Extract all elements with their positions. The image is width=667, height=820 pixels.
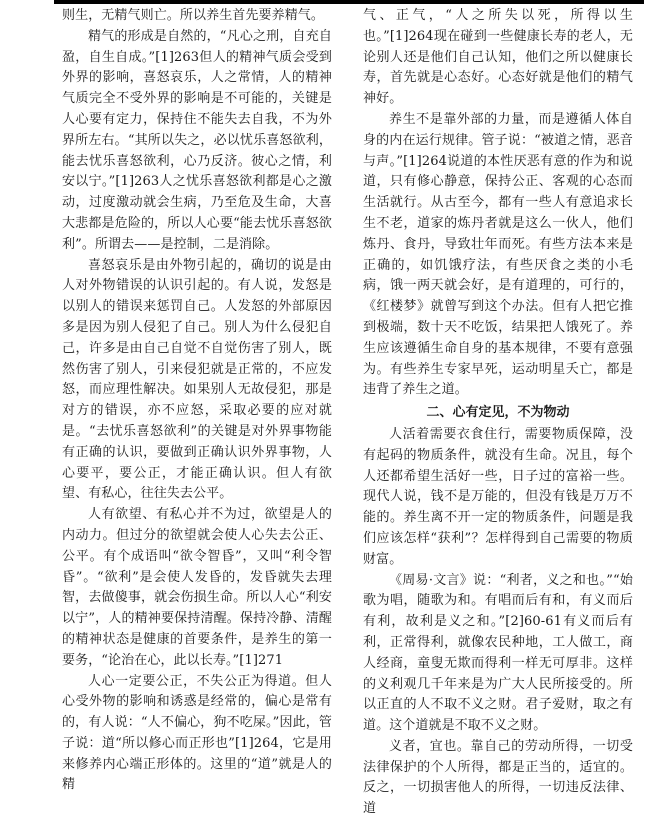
paragraph: 则生，无精气则亡。所以养生首先要养精气。 — [62, 8, 325, 23]
paragraph: 人活着需要衣食住行，需要物质保障，没有起码的物质条件，就没有生命。况且，每个人还都希望生活好一些，日子过的富裕一些。现代人说，钱不是万能的，但没有钱是万万不能的。养生离不开一定的物质条件，问题是我们应该怎样“获利”？怎样得到自己需要的物质财富。 — [363, 426, 633, 567]
paragraph: 气、正气，“人之所失以死，所得以生也。”[1]264现在碰到一些健康长寿的老人，无论别人还是他们自己认知，他们之所以健康长寿，首先就是心态好。心态好就是他们的精气神好。 — [363, 8, 633, 107]
top-rule — [54, 0, 644, 4]
right-column — [363, 6, 633, 820]
paragraph: 义者，宜也。靠自己的劳动所得，一切受法律保护的个人所得，都是正当的，适宜的。反之，一切损害他人的所得，一切违反法律、道 — [363, 738, 633, 817]
left-column — [62, 6, 332, 796]
paragraph: 喜怒哀乐是由外物引起的，确切的说是由人对外物错误的认识引起的。有人说，发怒是以别人的错误来惩罚自己。人发怒的外部原因多是因为别人侵犯了自己。别人为什么侵犯自己，许多是由自己自觉不自觉伤害了别人，既然伤害了别人，引来侵犯就是正常的，不应发怒，而应理性解决。如果别人无故侵犯，那是对方的错误，亦不应怒，采取必要的应对就是。“去忧乐喜怒欲利”的关键是对外界事物能有正确的认识，要做到正确认识外界事物，人心要平，要公正，才能正确认识。但人有欲望、有私心，往往失去公平。 — [62, 257, 332, 502]
paragraph: 《周易·文言》说：“利者，义之和也。”“始歌为唱，随歌为和。有唱而后有和，有义而后有利，故利是义之和。”[2]60-61有义而后有利，正常得利，就像农民种地，工人做工，商人经商，童叟无欺而得利一样无可厚非。这样的义利观几千年来是为广大人民所接受的。所以正直的人不取不义之财。君子爱财，取之有道。这个道就是不取不义之财。 — [363, 572, 633, 734]
section-heading: 二、心有定见，不为物动 — [426, 405, 570, 421]
paragraph: 精气的形成是自然的，“凡心之刑，自充自盈，自生自成。”[1]263但人的精神气质会受到外界的影响，喜怒哀乐，人之常情，人的精神气质完全不受外界的影响是不可能的，关键是人心要有定力，保持住不能失去自我，不为外界所左右。“其所以失之，必以忧乐喜怒欲利，能去忧乐喜怒欲利，心乃反济。彼心之情，利安以宁。”[1]263人之忧乐喜怒欲利都是心之激动，过度激动就会生病，乃至危及生命，大喜大悲都是危险的，所以人心要“能去忧乐喜怒欲利”。所谓去——是控制，二是消除。 — [62, 28, 332, 252]
paragraph: 人有欲望、有私心并不为过，欲望是人的内动力。但过分的欲望就会使人心失去公正、公平。有个成语叫“欲令智昏”，又叫“利令智昏”。“欲利”是会使人发昏的，发昏就失去理智，去做傻事，就会伤损生命。所以人心“利安以宁”，人的精神要保持清醒。保持冷静、清醒的精神状态是健康的首要条件，是养生的第一要务，“论治在心，此以长寿。”[1]271 — [62, 507, 332, 668]
paragraph: 人心一定要公正，不失公正为得道。但人心受外物的影响和诱惑是经常的，偏心是常有的，有人说：“人不偏心，狗不吃屎。”因此，管子说：道“所以修心而正形也”[1]264，它是用来修养内心端正形体的。这里的“道”就是人的精 — [62, 673, 332, 793]
paragraph: 养生不是靠外部的力量，而是遵循人体自身的内在运行规律。管子说：“被道之情，恶音与声。”[1]264说道的本性厌恶有意的作为和说道，只有修心静意，保持公正、客观的心态而生活就行。从古至今，都有一些人有意追求长生不老，道家的炼丹者就是这么一伙人，他们炼丹、食丹，导致壮年而死。有些方法本来是正确的，如饥饿疗法，有些厌食之类的小毛病，饿一两天就会好，是有道理的，可行的，《红楼梦》就曾写到这个办法。但有人把它推到极端，数十天不吃饭，结果把人饿死了。养生应该遵循生命自身的基本规律，不要有意强为。有些养生专家早死，运动明星夭亡，都是违背了养生之道。 — [363, 111, 633, 398]
